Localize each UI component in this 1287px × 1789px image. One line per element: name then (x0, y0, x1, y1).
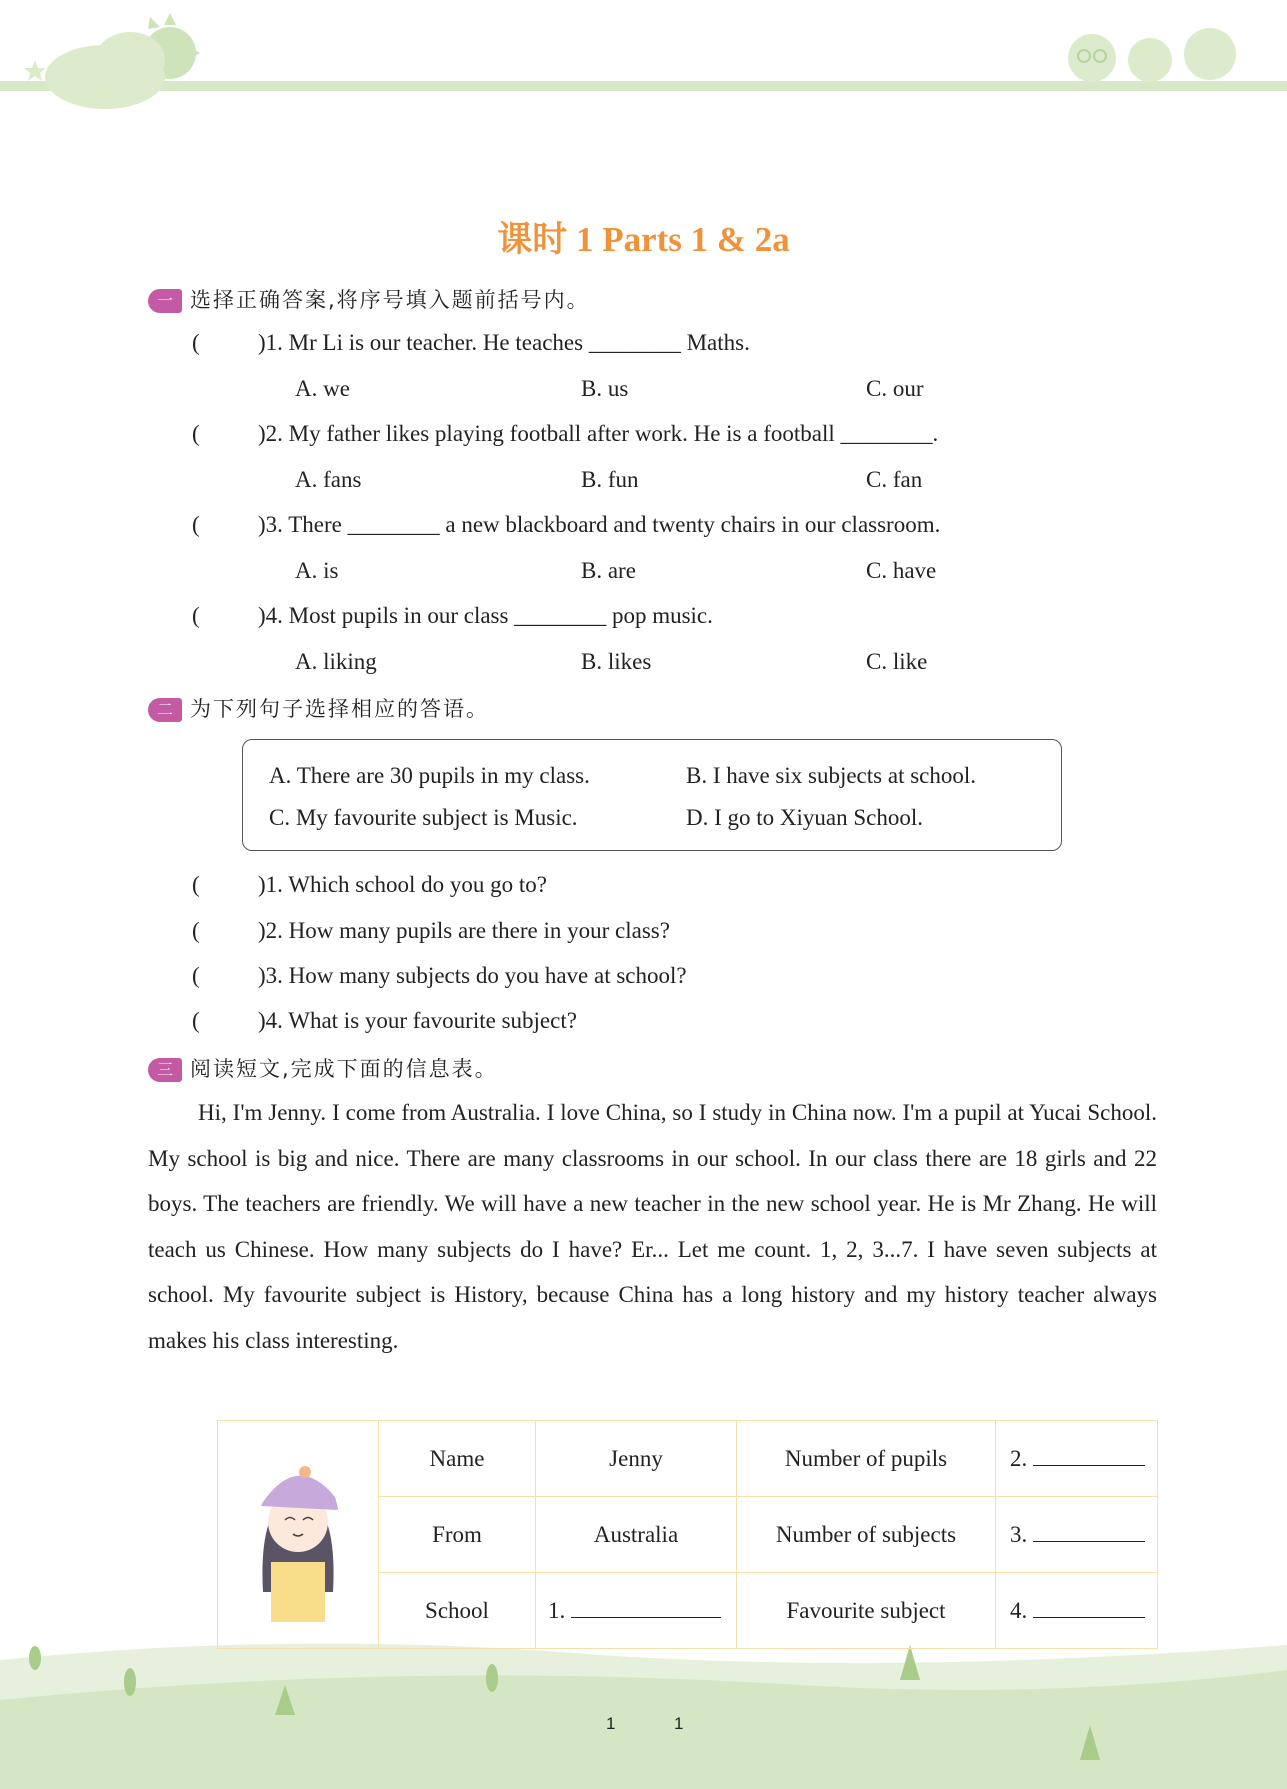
option-c: C. fan (866, 467, 923, 492)
girl-illustration (218, 1421, 379, 1649)
section-2-heading (148, 693, 489, 723)
table-label-subjects: Number of subjects (737, 1497, 996, 1573)
answer-paren[interactable]: ( (192, 330, 200, 355)
question-3: )3. There ________ a new blackboard and twenty chairs in our classroom. (258, 512, 941, 537)
answer-option-b: B. I have six subjects at school. (686, 763, 977, 788)
animals-decoration (1060, 22, 1250, 84)
option-c: C. our (866, 376, 924, 401)
dialogue-question-4: )4. What is your favourite subject? (258, 1008, 577, 1033)
question-4: )4. Most pupils in our class ________ pop music. (258, 603, 713, 628)
dialogue-question-2: )2. How many pupils are there in your class? (258, 918, 670, 943)
option-a: A. we (295, 376, 350, 401)
table-blank-4[interactable]: 4. (996, 1573, 1158, 1649)
option-a: A. fans (295, 467, 362, 492)
dialogue-question-3: )3. How many subjects do you have at school? (258, 963, 687, 988)
table-label-school: School (379, 1573, 536, 1649)
answer-paren[interactable]: ( (192, 918, 200, 943)
table-label-favourite: Favourite subject (737, 1573, 996, 1649)
option-a: A. liking (295, 649, 377, 674)
section-badge: 二 (148, 698, 182, 722)
section-instruction: 阅读短文,完成下面的信息表。 (190, 1057, 498, 1081)
answer-option-a: A. There are 30 pupils in my class. (269, 763, 590, 788)
answer-option-d: D. I go to Xiyuan School. (686, 805, 924, 830)
section-1-heading (148, 284, 590, 314)
table-label-pupils: Number of pupils (737, 1421, 996, 1497)
page-number: 1 (606, 1714, 616, 1733)
answer-paren[interactable]: ( (192, 421, 200, 446)
option-c: C. have (866, 558, 937, 583)
answer-paren[interactable]: ( (192, 1008, 200, 1033)
cloud-sun-decoration (20, 5, 200, 115)
reading-passage: Hi, I'm Jenny. I come from Australia. I love China, so I study in China now. I'm a pupil at Yucai School. My school is big and nice. There are many classrooms in our school. In our class there are 18 girls and 22 boys. The teachers are friendly. We will have a new teacher in the new school year. He is Mr Zhang. He will teach us Chinese. How many subjects do I have? Er... Let me count. 1, 2, 3...7. I have seven subjects at school. My favourite subject is History, because China has a long history and my history teacher always makes his class interesting. (148, 1100, 1157, 1353)
answer-options-box (242, 739, 1062, 851)
section-badge: 一 (148, 289, 182, 313)
table-blank-3[interactable]: 3. (996, 1497, 1158, 1573)
option-a: A. is (295, 558, 339, 583)
option-b: B. likes (581, 649, 652, 674)
section-badge: 三 (148, 1058, 182, 1082)
table-value-from: Australia (536, 1497, 737, 1573)
answer-paren[interactable]: ( (192, 963, 200, 988)
option-b: B. fun (581, 467, 639, 492)
option-b: B. us (581, 376, 629, 401)
answer-option-c: C. My favourite subject is Music. (269, 805, 578, 830)
section-3-heading (148, 1053, 498, 1083)
table-label-name: Name (379, 1421, 536, 1497)
page-number: 1 (674, 1714, 684, 1733)
table-blank-2[interactable]: 2. (996, 1421, 1158, 1497)
info-table (217, 1420, 1158, 1649)
section-instruction: 选择正确答案,将序号填入题前括号内。 (190, 288, 590, 312)
option-b: B. are (581, 558, 636, 583)
page-title: 课时 1 Parts 1 & 2a (497, 220, 790, 259)
answer-paren[interactable]: ( (192, 512, 200, 537)
answer-paren[interactable]: ( (192, 603, 200, 628)
table-blank-1[interactable]: 1. (536, 1573, 737, 1649)
question-1: )1. Mr Li is our teacher. He teaches ________ Maths. (258, 330, 750, 355)
answer-paren[interactable]: ( (192, 872, 200, 897)
dialogue-question-1: )1. Which school do you go to? (258, 872, 547, 897)
table-label-from: From (379, 1497, 536, 1573)
option-c: C. like (866, 649, 928, 674)
hills-decoration (0, 1640, 1287, 1789)
question-2: )2. My father likes playing football after work. He is a football ________. (258, 421, 939, 446)
section-instruction: 为下列句子选择相应的答语。 (190, 697, 489, 721)
table-value-name: Jenny (536, 1421, 737, 1497)
